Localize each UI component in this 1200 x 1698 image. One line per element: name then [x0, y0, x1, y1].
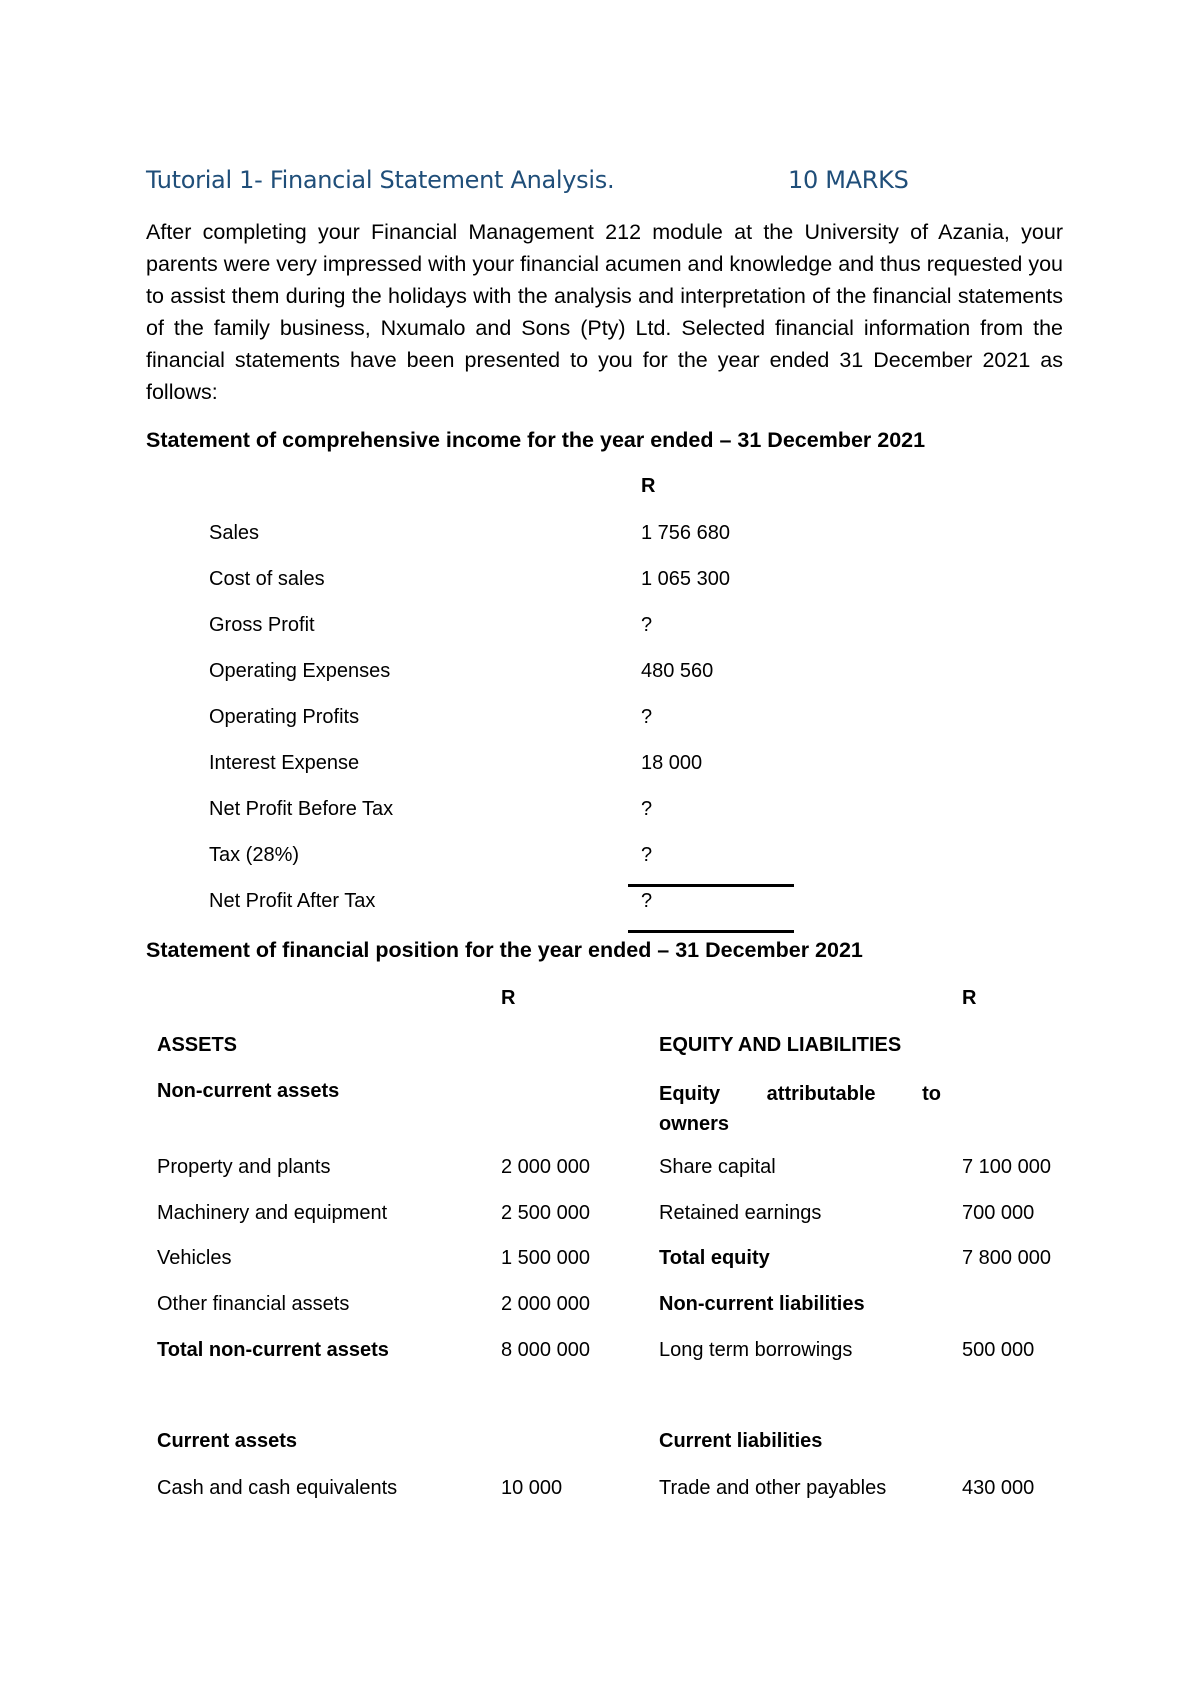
- asset-row-label: Other financial assets: [157, 1293, 350, 1315]
- current-assets-heading: Current assets: [157, 1430, 298, 1452]
- intro-paragraph: After completing your Financial Management 212 module at the University of Azania, your parents were very impressed with your financial acumen and knowledge and thus requested you to assist them during the holidays with the analysis and interpretation of the financial statements of the family business, Nxumalo and Sons (Pty) Ltd. Selected financial information from the financial statements have been presented to you for the year ended 31 December 2021 as follows:: [146, 220, 1063, 404]
- income-row-value: ?: [641, 890, 653, 912]
- assets-currency-header: R: [501, 987, 516, 1009]
- total-rule: [628, 930, 794, 933]
- income-row-label: Net Profit Before Tax: [209, 798, 394, 820]
- total-equity-value: 7 800 000: [962, 1247, 1051, 1269]
- liabilities-currency-header: R: [962, 987, 977, 1009]
- marks-label: 10 MARKS: [788, 166, 909, 194]
- assets-heading: ASSETS: [157, 1034, 238, 1056]
- asset-row-value: 2 000 000: [501, 1156, 590, 1178]
- liability-row-value: 700 000: [962, 1202, 1035, 1224]
- liability-row-label: Share capital: [659, 1156, 776, 1178]
- financial-position-title: Statement of financial position for the year ended – 31 December 2021: [146, 938, 863, 962]
- liability-row-label: Retained earnings: [659, 1202, 822, 1224]
- income-row-value: ?: [641, 614, 653, 636]
- income-row-value: 480 560: [641, 660, 714, 682]
- cash-value: 10 000: [501, 1477, 563, 1499]
- asset-row-value: 1 500 000: [501, 1247, 590, 1269]
- equity-heading-word: attributable: [766, 1083, 876, 1105]
- income-currency-header: R: [641, 475, 656, 497]
- income-row-value: ?: [641, 706, 653, 728]
- income-row-label: Tax (28%): [209, 844, 300, 866]
- equity-heading-word: to: [922, 1083, 941, 1105]
- income-statement-title: Statement of comprehensive income for the year ended – 31 December 2021: [146, 428, 926, 452]
- payables-value: 430 000: [962, 1477, 1035, 1499]
- income-row-value: 1 756 680: [641, 522, 730, 544]
- income-row-label: Operating Profits: [209, 706, 360, 728]
- income-row-label: Net Profit After Tax: [209, 890, 376, 912]
- asset-row-label: Machinery and equipment: [157, 1202, 388, 1224]
- equity-heading-word: Equity: [659, 1083, 721, 1105]
- current-liabilities-heading: Current liabilities: [659, 1430, 823, 1452]
- asset-row-label: Property and plants: [157, 1156, 331, 1178]
- income-row-value: ?: [641, 844, 653, 866]
- income-row-label: Gross Profit: [209, 614, 315, 636]
- asset-row-value: 2 000 000: [501, 1293, 590, 1315]
- equity-liabilities-heading: EQUITY AND LIABILITIES: [659, 1034, 902, 1056]
- liability-row-value: 7 100 000: [962, 1156, 1051, 1178]
- income-row-label: Cost of sales: [209, 568, 325, 590]
- equity-heading-word: owners: [659, 1113, 730, 1135]
- income-row-value: 18 000: [641, 752, 703, 774]
- income-row-value: ?: [641, 798, 653, 820]
- liability-row-value: 500 000: [962, 1339, 1035, 1361]
- income-row-label: Interest Expense: [209, 752, 360, 774]
- asset-row-value: 2 500 000: [501, 1202, 590, 1224]
- page-title: [146, 166, 936, 194]
- non-current-assets-heading: Non-current assets: [157, 1080, 340, 1102]
- subtotal-rule: [628, 884, 794, 887]
- payables-label: Trade and other payables: [659, 1477, 887, 1499]
- asset-row-label: Vehicles: [157, 1247, 232, 1269]
- asset-total-value: 8 000 000: [501, 1339, 590, 1361]
- income-row-label: Operating Expenses: [209, 660, 391, 682]
- non-current-liabilities-heading: Non-current liabilities: [659, 1293, 865, 1315]
- equity-owners-heading: [659, 1079, 941, 1139]
- asset-total-label: Total non-current assets: [157, 1339, 389, 1361]
- income-row-value: 1 065 300: [641, 568, 730, 590]
- title-text: Tutorial 1- Financial Statement Analysis.: [146, 166, 615, 194]
- total-equity-label: Total equity: [659, 1247, 770, 1269]
- liability-row-label: Long term borrowings: [659, 1339, 853, 1361]
- cash-label: Cash and cash equivalents: [157, 1477, 398, 1499]
- income-row-label: Sales: [209, 522, 260, 544]
